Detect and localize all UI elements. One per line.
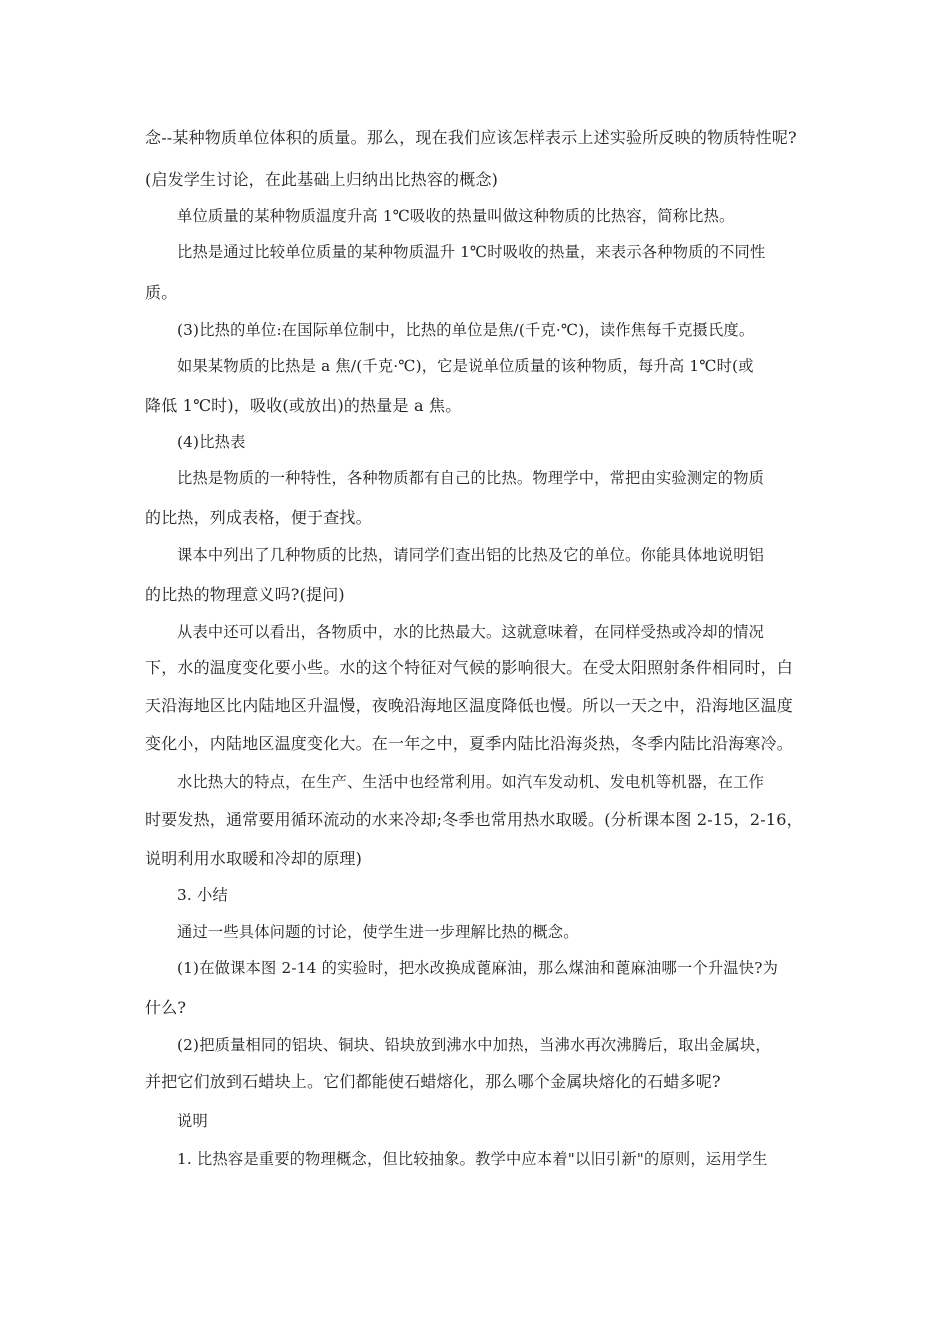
text-line: 单位质量的某种物质温度升高 1℃吸收的热量叫做这种物质的比热容，简称比热。 <box>177 207 735 225</box>
text-line: (启发学生讨论，在此基础上归纳出比热容的概念) <box>145 170 499 189</box>
text-line: 的比热，列成表格，便于查找。 <box>145 508 372 527</box>
text-line: 如果某物质的比热是 a 焦/(千克·℃)，它是说单位质量的该种物质，每升高 1℃时(或 <box>177 357 754 375</box>
text-line: 通过一些具体问题的讨论，使学生进一步理解比热的概念。 <box>177 923 579 941</box>
text-line: 并把它们放到石蜡块上。它们都能使石蜡熔化，那么哪个金属块熔化的石蜡多呢? <box>145 1072 721 1091</box>
text-line: 降低 1℃时)，吸收(或放出)的热量是 a 焦。 <box>145 396 462 415</box>
text-line: 1. 比热容是重要的物理概念，但比较抽象。教学中应本着"以旧引新"的原则，运用学生 <box>177 1150 768 1168</box>
text-line: 比热是通过比较单位质量的某种物质温升 1℃时吸收的热量，来表示各种物质的不同性 <box>177 243 766 261</box>
text-line: 从表中还可以看出，各物质中，水的比热最大。这就意味着，在同样受热或冷却的情况 <box>177 623 765 641</box>
text-line: 什么? <box>145 998 187 1017</box>
text-line: 说明利用水取暖和冷却的原理) <box>145 849 363 868</box>
text-line: (3)比热的单位:在国际单位制中，比热的单位是焦/(千克·℃)，读作焦每千克摄氏度。 <box>177 321 755 339</box>
text-line: 说明 <box>177 1112 208 1130</box>
text-line: 天沿海地区比内陆地区升温慢，夜晚沿海地区温度降低也慢。所以一天之中，沿海地区温度 <box>145 696 794 715</box>
text-line: 时要发热，通常要用循环流动的水来冷却;冬季也常用热水取暖。(分析课本图 2-15，2-16， <box>145 810 803 829</box>
text-line: 的比热的物理意义吗?(提问) <box>145 585 345 604</box>
text-line: (2)把质量相同的铝块、铜块、铅块放到沸水中加热，当沸水再次沸腾后，取出金属块， <box>177 1036 771 1054</box>
text-line: 课本中列出了几种物质的比热，请同学们查出铝的比热及它的单位。你能具体地说明铝 <box>177 546 765 564</box>
text-line: 下，水的温度变化要小些。水的这个特征对气候的影响很大。在受太阳照射条件相同时，白 <box>145 658 794 677</box>
text-line: (1)在做课本图 2-14 的实验时，把水改换成蓖麻油，那么煤油和蓖麻油哪一个升温快?为 <box>177 959 779 977</box>
text-line: 3. 小结 <box>177 886 228 904</box>
text-line: 念--某种物质单位体积的质量。那么，现在我们应该怎样表示上述实验所反映的物质特性呢? <box>145 128 797 147</box>
text-line: 比热是物质的一种特性，各种物质都有自己的比热。物理学中，常把由实验测定的物质 <box>177 469 765 487</box>
text-line: 变化小，内陆地区温度变化大。在一年之中，夏季内陆比沿海炎热，冬季内陆比沿海寒冷。 <box>145 734 794 753</box>
text-line: 水比热大的特点，在生产、生活中也经常利用。如汽车发动机、发电机等机器，在工作 <box>177 773 765 791</box>
text-line: 质。 <box>145 283 178 302</box>
text-line: (4)比热表 <box>177 433 246 451</box>
